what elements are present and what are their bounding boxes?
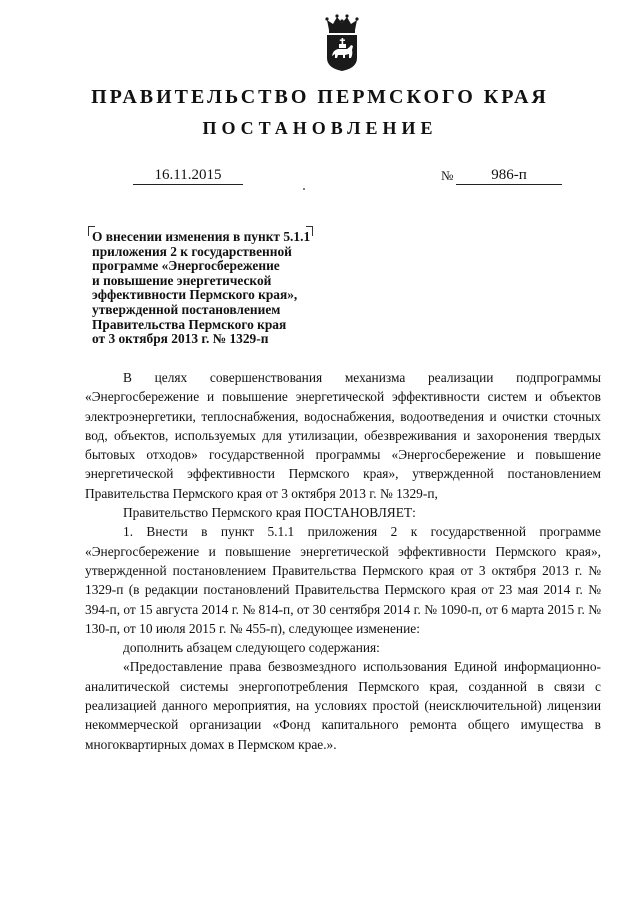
subject-line: О внесении изменения в пункт 5.1.1 xyxy=(92,229,311,244)
scan-dot xyxy=(303,188,305,190)
subject-line: и повышение энергетической xyxy=(92,272,272,288)
body-paragraph-addition-text: «Предоставление права безвозмездного использования Единой информационно-аналитической системы энергопотребления Пермского края, созданной в связи с реализацией данного мероприятия, на условиях простой (неисключительной) лицензии некоммерческой организации «Фонд капитального ремонта общего имущества в многоквартирных домах в Пермском крае.». xyxy=(85,659,601,752)
subject-line: приложения 2 к государственной xyxy=(92,243,292,259)
government-title: ПРАВИТЕЛЬСТВО ПЕРМСКОГО КРАЯ xyxy=(91,86,549,108)
body-paragraph-addition-intro: дополнить абзацем следующего содержания: xyxy=(123,640,380,656)
body-paragraph-resolves: Правительство Пермского края ПОСТАНОВЛЯЕТ: xyxy=(123,505,416,521)
subject-line: Правительства Пермского края xyxy=(92,316,287,332)
subject-line: эффективности Пермского края», xyxy=(92,287,298,303)
document-body xyxy=(85,368,601,754)
document-number: 986-п xyxy=(456,166,562,185)
subject-line: программе «Энергосбережение xyxy=(92,258,280,274)
subject-line: от 3 октября 2013 г. № 1329-п xyxy=(92,331,269,347)
document-number-label: № xyxy=(441,168,454,183)
document-type: ПОСТАНОВЛЕНИЕ xyxy=(202,118,438,138)
subject-line: утвержденной постановлением xyxy=(92,301,281,317)
body-paragraph-item-1: 1. Внести в пункт 5.1.1 приложения 2 к государственной программе «Энергосбережение и повышение энергетической эффективности Пермского края», утвержденной постановлением Правительства Пермского края от 3 октября 2013 г. № 1329-п (в редакции постановлений Правительства Пермского края от 23 мая 2014 г. № 394-п, от 15 августа 2014 г. № 814-п, от 30 сентября 2014 г. № 1090-п, от 6 марта 2015 г. № 130-п, от 10 июля 2015 г. № 455-п), следующее изменение: xyxy=(85,524,601,636)
perm-krai-coat-of-arms-icon xyxy=(323,14,361,72)
body-paragraph-preamble: В целях совершенствования механизма реализации подпрограммы «Энергосбережение и повышение энергетической эффективности систем и объектов электроэнергетики, теплоснабжения, водоснабжения, водоотведения и очистки сточных вод, объектов, используемых для утилизации, обезвреживания и захоронения твердых бытовых отходов» государственной программы «Энергосбережение и повышение энергетической эффективности Пермского края», утвержденной постановлением Правительства Пермского края от 3 октября 2013 г. № 1329-п, xyxy=(85,370,601,501)
document-subject xyxy=(92,230,352,347)
document-date: 16.11.2015 xyxy=(133,166,243,185)
